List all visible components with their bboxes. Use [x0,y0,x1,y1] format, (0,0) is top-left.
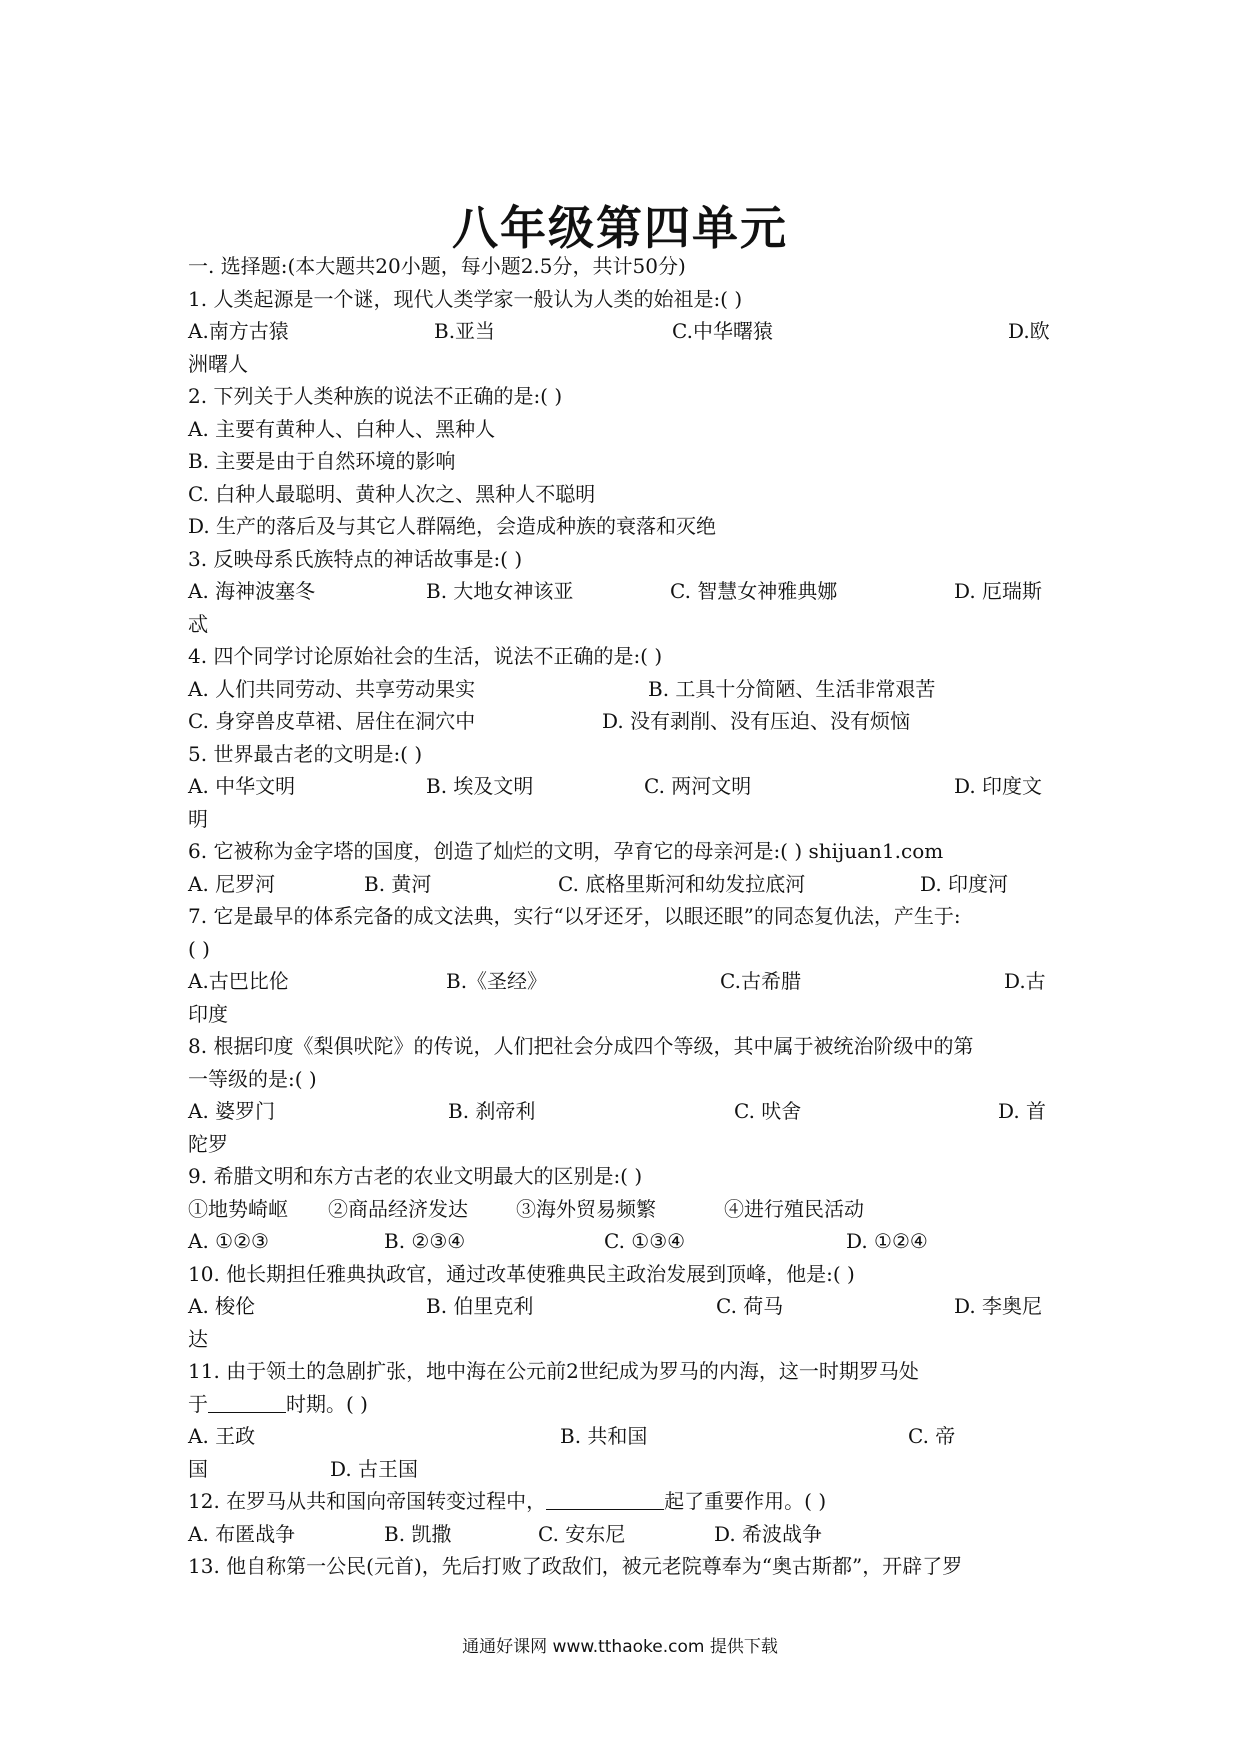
option-b: B. 共和国 [560,1424,648,1448]
option-a: A. 梭伦 [188,1294,256,1318]
option-a: A. 主要有黄种人、白种人、黑种人 [188,416,496,441]
question-6: 6. 它被称为金字塔的国度，创造了灿烂的文明，孕育它的母亲河是:( ) shijuan1.com [188,839,944,863]
question-7: 7. 它是最早的体系完备的成文法典，实行“以牙还牙，以眼还眼”的同态复仇法，产生于: [188,904,961,928]
question-11-wrap-end: 时期。( ) [286,1391,368,1416]
option-a: A. 尼罗河 [188,871,276,896]
option-d: D. 印度文 [954,774,1043,798]
question-4: 4. 四个同学讨论原始社会的生活，说法不正确的是:( ) [188,644,663,668]
option-d: D. 首 [998,1099,1047,1123]
question-list [188,250,1060,1583]
question-12-options [188,1518,1060,1551]
question-1-options [188,315,1060,348]
question-1: 1. 人类起源是一个谜，现代人类学家一般认为人类的始祖是:( ) [188,286,743,311]
option-a: A.南方古猿 [188,319,289,343]
option-b: B. 工具十分简陋、生活非常艰苦 [648,676,936,701]
option-d: D. 希波战争 [714,1521,823,1546]
option-c: C. 吠舍 [734,1099,802,1123]
option-b: B. ②③④ [384,1229,466,1253]
question-2: 2. 下列关于人类种族的说法不正确的是:( ) [188,384,563,408]
option-c: C. 智慧女神雅典娜 [670,579,838,603]
question-12-start: 12. 在罗马从共和国向帝国转变过程中， [188,1489,547,1513]
statement-2: ②商品经济发达 [328,1196,468,1221]
option-b: B. 大地女神该亚 [426,579,574,603]
option-d: D. 李奥尼 [954,1294,1043,1318]
question-8-wrap: 一等级的是:( ) [188,1066,317,1091]
option-c: C. 帝 [908,1424,956,1448]
option-d: D. 生产的落后及与其它人群隔绝，会造成种族的衰落和灭绝 [188,514,717,538]
answer-blank [546,1487,664,1510]
answer-blank [208,1390,286,1413]
option-wrap: 达 [188,1326,208,1351]
statement-4: ④进行殖民活动 [724,1196,864,1221]
question-3: 3. 反映母系氏族特点的神话故事是:( ) [188,546,523,571]
question-10-options [188,1290,1060,1323]
option-a: A.古巴比伦 [188,969,289,993]
question-9-options [188,1225,1060,1258]
question-10: 10. 他长期担任雅典执政官，通过改革使雅典民主政治发展到顶峰，他是:( ) [188,1261,855,1286]
question-12 [188,1485,1060,1518]
option-a: A. 王政 [188,1424,256,1448]
option-c: C. 两河文明 [644,774,752,798]
statement-1: ①地势崎岖 [188,1196,288,1221]
question-11-options-wrap [188,1453,1060,1486]
question-6-options [188,868,1060,901]
option-c: C. 白种人最聪明、黄种人次之、黑种人不聪明 [188,481,596,506]
question-5: 5. 世界最古老的文明是:( ) [188,741,423,766]
option-c: C. 底格里斯河和幼发拉底河 [558,871,806,896]
section-heading: 一. 选择题:(本大题共20小题，每小题2.5分，共计50分) [188,254,686,278]
option-wrap: 印度 [188,1001,228,1026]
option-c: C. 安东尼 [538,1521,626,1546]
option-d: D. 没有剥削、没有压迫、没有烦恼 [602,709,911,733]
option-d: D. 印度河 [920,871,1009,896]
option-a: A. 婆罗门 [188,1099,276,1123]
option-c: C. ①③④ [604,1229,686,1253]
question-11: 11. 由于领土的急剧扩张，地中海在公元前2世纪成为罗马的内海，这一时期罗马处 [188,1359,919,1383]
option-a: A. 布匿战争 [188,1521,296,1546]
question-13: 13. 他自称第一公民(元首)，先后打败了政敌们，被元老院尊奉为“奥古斯都”，开辟了罗 [188,1554,963,1578]
option-c: C. 身穿兽皮草裙、居住在洞穴中 [188,709,476,733]
page-footer: 通通好课网 www.tthaoke.com 提供下载 [462,1637,778,1657]
question-11-wrap-start: 于 [188,1391,208,1416]
option-c: C.中华曙猿 [672,319,773,343]
option-c: C.古希腊 [720,969,801,993]
option-wrap: 明 [188,806,208,831]
option-b: B. 伯里克利 [426,1294,534,1318]
option-wrap: 忒 [188,611,208,636]
option-b: B.《圣经》 [446,969,548,993]
option-a: A. 人们共同劳动、共享劳动果实 [188,676,476,701]
question-3-options [188,575,1060,608]
option-b: B. 黄河 [364,871,432,896]
question-5-options [188,770,1060,803]
option-wrap: 国 [188,1456,208,1481]
question-9: 9. 希腊文明和东方古老的农业文明最大的区别是:( ) [188,1164,643,1188]
option-b: B. 埃及文明 [426,774,534,798]
option-wrap: 洲曙人 [188,351,248,376]
question-7-wrap: ( ) [188,936,210,961]
option-a: A. 中华文明 [188,774,296,798]
page-title: 八年级第四单元 [452,201,788,255]
statement-3: ③海外贸易频繁 [516,1196,656,1221]
option-d: D.欧 [1008,319,1050,343]
option-b: B.亚当 [434,319,496,343]
option-d: D. ①②④ [846,1229,928,1253]
option-b: B. 凯撒 [384,1521,452,1546]
question-4-options-row1 [188,673,1060,706]
option-d: D.古 [1004,969,1046,993]
option-a: A. ①②③ [188,1229,269,1253]
option-d: D. 古王国 [330,1456,419,1481]
question-11-options [188,1420,1060,1453]
question-11-wrap [188,1388,1060,1421]
option-c: C. 荷马 [716,1294,784,1318]
option-d: D. 厄瑞斯 [954,579,1043,603]
option-wrap: 陀罗 [188,1131,228,1156]
option-a: A. 海神波塞冬 [188,579,316,603]
question-12-end: 起了重要作用。( ) [664,1489,827,1513]
question-4-options-row2 [188,705,1060,738]
question-8-options [188,1095,1060,1128]
question-8: 8. 根据印度《梨俱吠陀》的传说，人们把社会分成四个等级，其中属于被统治阶级中的第 [188,1034,974,1058]
question-7-options [188,965,1060,998]
question-9-statements [188,1193,1060,1226]
option-b: B. 主要是由于自然环境的影响 [188,449,456,473]
option-b: B. 刹帝利 [448,1099,536,1123]
